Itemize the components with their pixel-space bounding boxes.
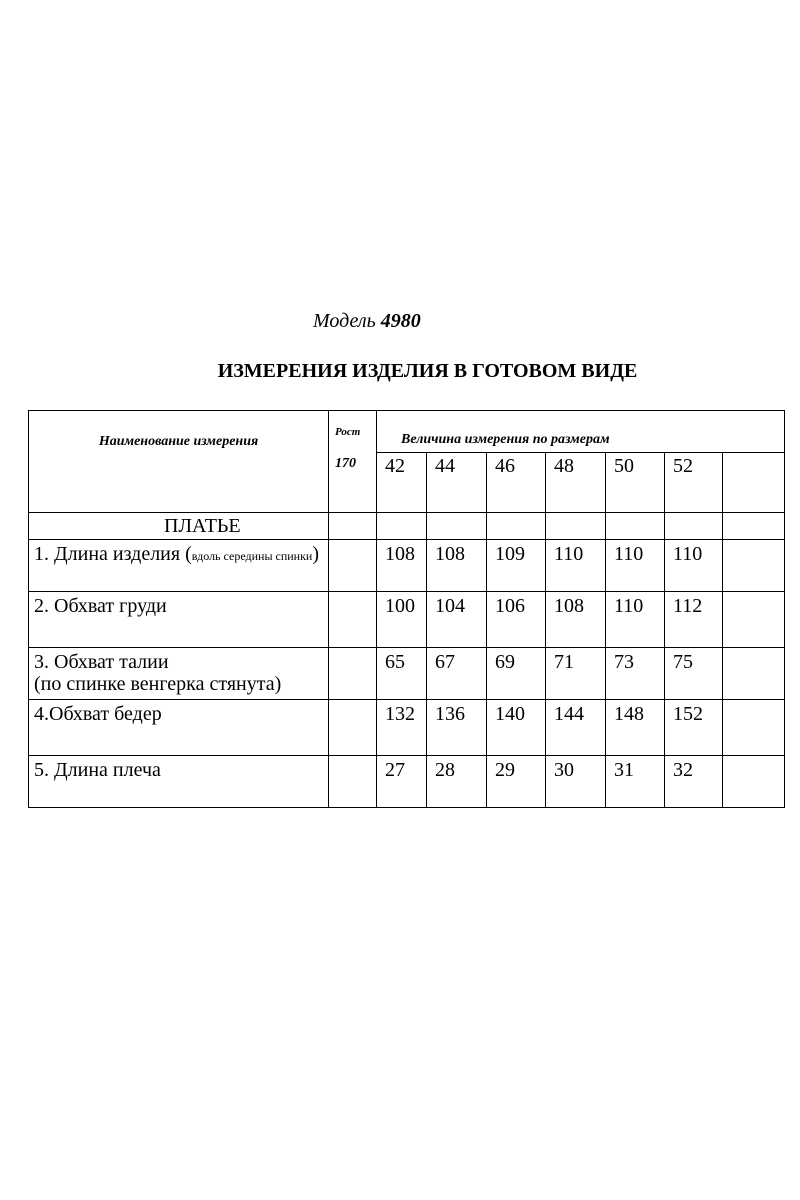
value-cell: 110 — [546, 540, 606, 592]
size-cell: 46 — [487, 453, 546, 513]
value-cell: 28 — [427, 756, 487, 808]
value-cell: 30 — [546, 756, 606, 808]
value-cell: 31 — [606, 756, 665, 808]
value-cell: 132 — [377, 700, 427, 756]
value-cell: 27 — [377, 756, 427, 808]
size-cell: 50 — [606, 453, 665, 513]
measurement-name: 4.Обхват бедер — [29, 700, 329, 756]
empty-cell — [723, 700, 785, 756]
value-cell: 75 — [665, 648, 723, 700]
value-cell: 65 — [377, 648, 427, 700]
value-cell: 110 — [606, 592, 665, 648]
value-cell: 148 — [606, 700, 665, 756]
empty-cell — [329, 513, 377, 540]
empty-cell — [723, 592, 785, 648]
empty-cell — [546, 513, 606, 540]
header-height-cell — [329, 411, 377, 513]
measurement-name: 5. Длина плеча — [29, 756, 329, 808]
value-cell: 109 — [487, 540, 546, 592]
header-height-label: Рост — [335, 426, 361, 438]
value-cell: 108 — [377, 540, 427, 592]
value-cell: 29 — [487, 756, 546, 808]
value-cell: 67 — [427, 648, 487, 700]
table-row — [29, 700, 785, 756]
model-label: Модель — [313, 310, 376, 332]
value-cell: 106 — [487, 592, 546, 648]
measurement-name-line2: (по спинке венгерка стянута) — [34, 673, 282, 695]
value-cell: 110 — [606, 540, 665, 592]
section-title: ПЛАТЬЕ — [29, 513, 329, 540]
empty-cell — [723, 756, 785, 808]
value-cell: 71 — [546, 648, 606, 700]
value-cell: 110 — [665, 540, 723, 592]
height-cell — [329, 648, 377, 700]
empty-cell — [427, 513, 487, 540]
value-cell: 108 — [427, 540, 487, 592]
value-cell: 152 — [665, 700, 723, 756]
table-row — [29, 756, 785, 808]
value-cell: 73 — [606, 648, 665, 700]
section-row — [29, 513, 785, 540]
value-cell: 144 — [546, 700, 606, 756]
empty-cell — [723, 513, 785, 540]
value-cell: 32 — [665, 756, 723, 808]
value-cell: 104 — [427, 592, 487, 648]
size-cell-empty — [723, 453, 785, 513]
value-cell: 69 — [487, 648, 546, 700]
size-cell: 48 — [546, 453, 606, 513]
header-row-1 — [29, 411, 785, 453]
empty-cell — [377, 513, 427, 540]
measurement-name: 2. Обхват груди — [29, 592, 329, 648]
header-height-value: 170 — [335, 456, 356, 471]
size-cell: 42 — [377, 453, 427, 513]
value-cell: 100 — [377, 592, 427, 648]
value-cell: 136 — [427, 700, 487, 756]
empty-cell — [665, 513, 723, 540]
height-cell — [329, 540, 377, 592]
empty-cell — [723, 648, 785, 700]
measurement-name — [29, 540, 329, 592]
size-cell: 44 — [427, 453, 487, 513]
header-values-cell — [377, 411, 785, 453]
height-cell — [329, 592, 377, 648]
document-title-text: ИЗМЕРЕНИЯ ИЗДЕЛИЯ В ГОТОВОМ ВИДЕ — [217, 360, 638, 382]
measurement-name — [29, 648, 329, 700]
header-name: Наименование измерения — [98, 434, 259, 449]
value-cell: 108 — [546, 592, 606, 648]
empty-cell — [723, 540, 785, 592]
header-values: Величина измерения по размерам — [401, 432, 610, 447]
table-row — [29, 592, 785, 648]
measurement-name-note: вдоль середины спинки — [191, 549, 313, 563]
model-number: 4980 — [380, 310, 421, 332]
header-name-cell — [29, 411, 329, 513]
value-cell: 140 — [487, 700, 546, 756]
empty-cell — [606, 513, 665, 540]
empty-cell — [487, 513, 546, 540]
measurements-table — [28, 410, 785, 808]
document-title — [0, 360, 800, 383]
measurement-name-tail: ) — [312, 543, 320, 565]
value-cell: 112 — [665, 592, 723, 648]
size-cell: 52 — [665, 453, 723, 513]
height-cell — [329, 700, 377, 756]
table-row — [29, 648, 785, 700]
height-cell — [329, 756, 377, 808]
model-line — [313, 310, 421, 333]
table-row — [29, 540, 785, 592]
measurement-name-line1: 3. Обхват талии — [34, 651, 169, 673]
measurement-name-main: 1. Длина изделия ( — [34, 543, 192, 565]
